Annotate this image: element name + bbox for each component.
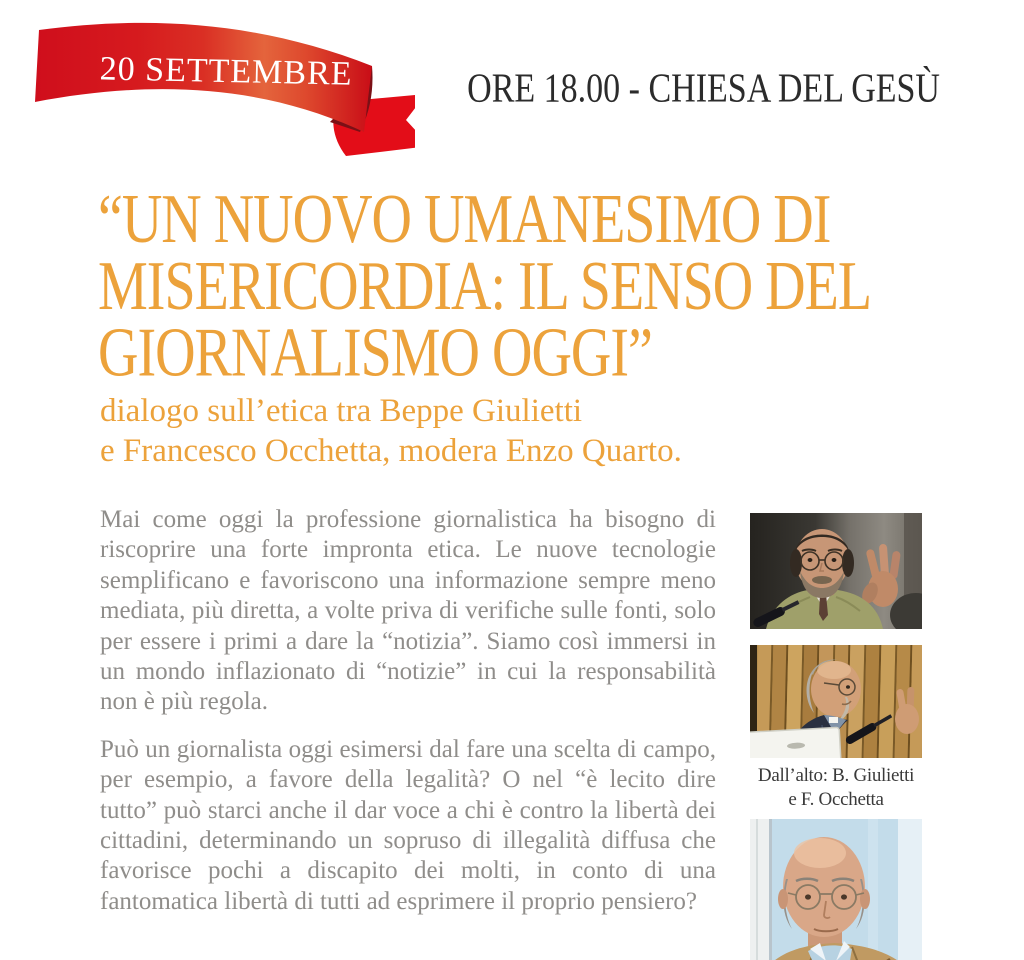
clerical-collar <box>829 717 838 723</box>
ribbon-banner-graphic <box>30 16 415 158</box>
photo-speaker-giulietti <box>750 513 922 629</box>
photo-caption <box>750 764 922 812</box>
event-subtitle-line1: dialogo sull’etica tra Beppe Giulietti <box>100 393 583 429</box>
event-title <box>98 181 872 392</box>
photo-caption-line2: e F. Occhetta <box>788 789 884 810</box>
body-paragraph-2: Può un giornalista oggi esimersi dal fare una scelta di campo, per esempio, a favore della legalità? O nel “è lecito dire tutto” può starci anche il dar voce a chi è contro la libertà dei cittadini, determinando un sopruso di illegalità diffusa che favorisce pochi a discapito dei molti, in conto di una fantomatica libertà di tutti ad esprimere il proprio pensiero? <box>100 735 716 915</box>
photo-speaker-occhetta <box>750 645 922 758</box>
event-subtitle-line2: e Francesco Occhetta, modera Enzo Quarto. <box>100 433 682 469</box>
laptop <box>750 727 841 758</box>
body-text <box>100 505 716 917</box>
event-title-line1: “UN NUOVO UMANESIMO DI <box>98 181 831 258</box>
event-time-location: ORE 18.00 - CHIESA DEL GESÙ <box>467 66 940 112</box>
body-paragraph-1: Mai come oggi la professione giornalistica ha bisogno di riscoprire una forte impronta etica. Le nuove tecnologie semplificano e favoriscono una informazione sempre meno mediata, più diretta, a volte priva di verifiche sulle fonti, solo per essere i primi a dare la “notizia”. Siamo così immersi in un mondo inflazionato di “notizie” in cui la responsabilità non è più regola. <box>100 506 716 716</box>
event-title-line3: GIORNALISMO OGGI” <box>98 314 652 392</box>
ribbon-label: 20 SETTEMBRE <box>99 50 353 93</box>
photo-column <box>750 513 922 960</box>
date-ribbon <box>30 16 415 158</box>
photo-speaker-quarto <box>750 819 922 960</box>
event-title-line2: MISERICORDIA: IL SENSO DEL <box>98 248 872 325</box>
photo-caption-line1: Dall’alto: B. Giulietti <box>757 765 915 786</box>
window-frame <box>750 819 770 960</box>
event-subtitle <box>100 391 682 471</box>
